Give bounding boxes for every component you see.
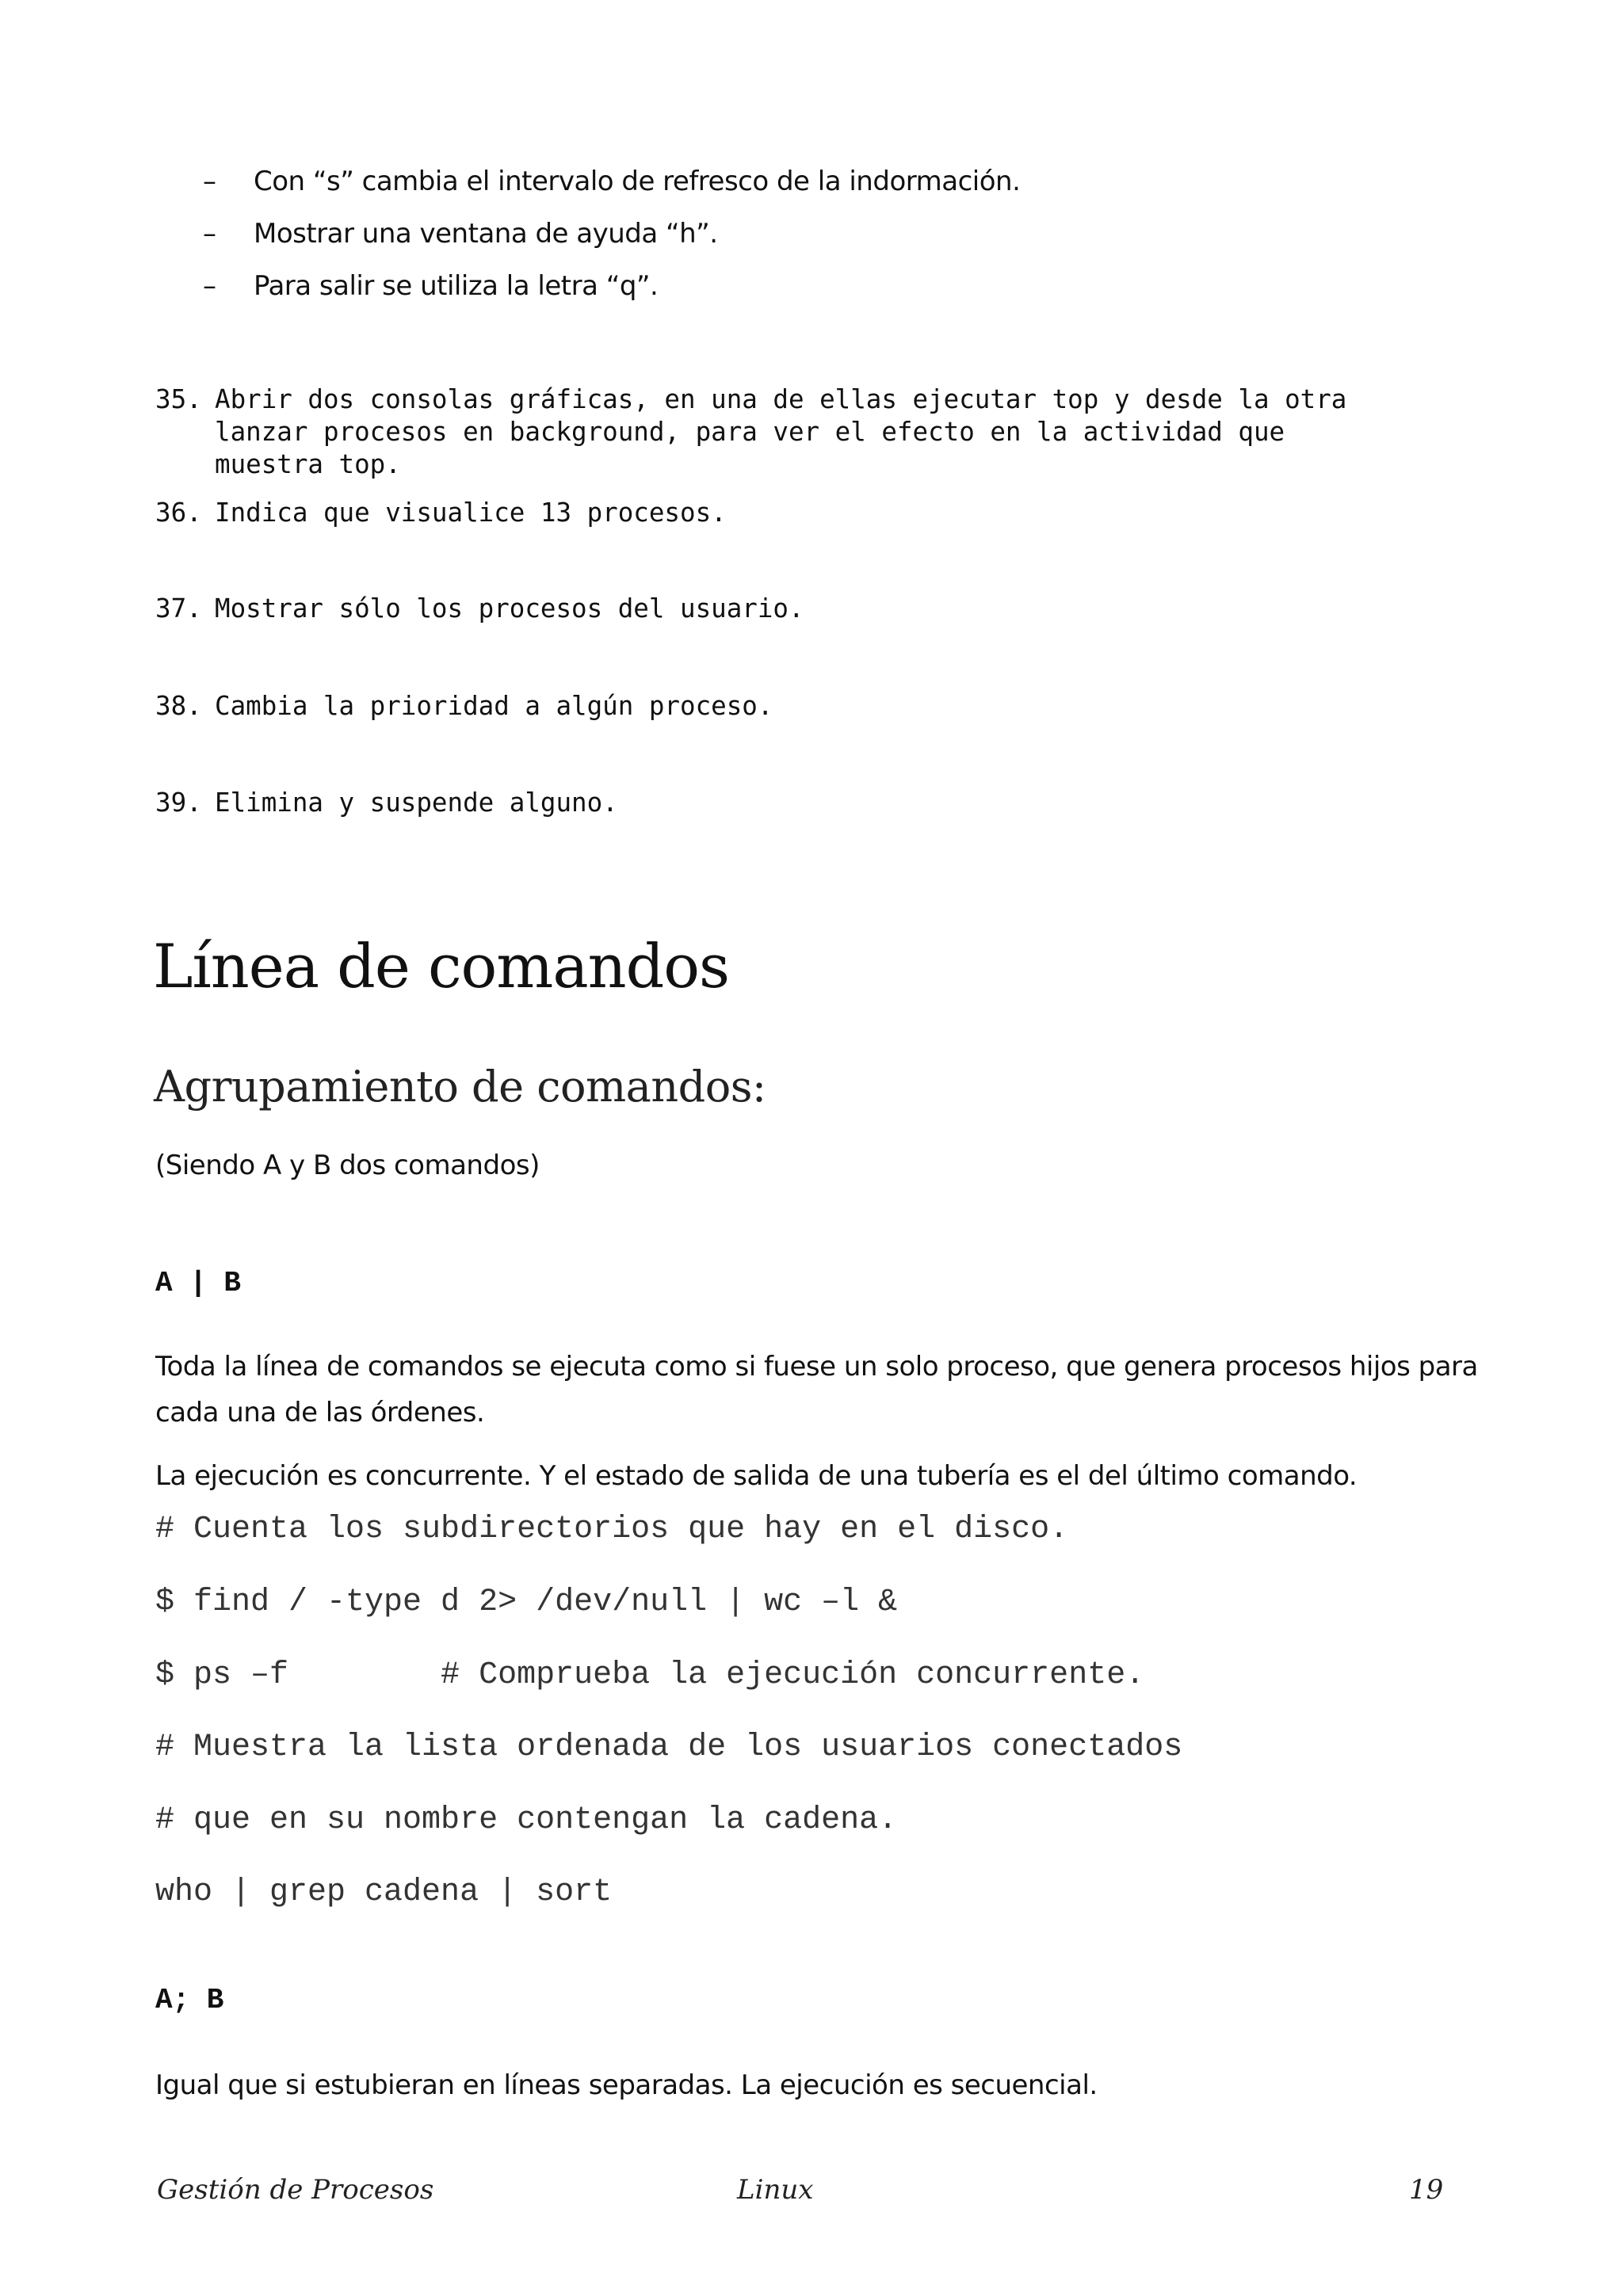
exercise-text: Elimina y suspende alguno.	[215, 788, 618, 818]
exercise-line: lanzar procesos en background, para ver el efecto en la actividad que	[215, 417, 1285, 447]
code-line: $ ps –f # Comprueba la ejecución concurrente.	[155, 1657, 1145, 1693]
dash-list	[203, 155, 1020, 312]
exercise-number: 37.	[155, 593, 202, 624]
code-line: $ find / -type d 2> /dev/null | wc –l &	[155, 1585, 898, 1620]
code-line: who | grep cadena | sort	[155, 1875, 613, 1910]
list-item	[203, 155, 1020, 208]
section-title: Línea de comandos	[153, 931, 730, 1001]
dash-bullet: –	[203, 270, 216, 302]
pipe-description-line: cada una de las órdenes.	[155, 1397, 485, 1428]
dash-bullet: –	[203, 218, 216, 250]
exercise-line: Abrir dos consolas gráficas, en una de ellas ejecutar top y desde la otra	[215, 384, 1347, 414]
page-number: 19	[1409, 2174, 1444, 2206]
subsection-title: Agrupamiento de comandos:	[154, 1062, 766, 1112]
exercise-number: 36.	[155, 498, 202, 528]
seq-description: Igual que si estubieran en líneas separadas. La ejecución es secuencial.	[155, 2069, 1098, 2101]
list-item-text: Mostrar una ventana de ayuda “h”.	[254, 218, 718, 250]
dash-bullet: –	[203, 166, 216, 197]
exercise-number: 39.	[155, 788, 202, 818]
code-line: # que en su nombre contengan la cadena.	[155, 1802, 898, 1838]
pipe-description	[155, 1344, 1503, 1436]
footer-title: Gestión de Procesos	[157, 2174, 434, 2206]
exercise-text: Cambia la prioridad a algún proceso.	[215, 691, 773, 721]
intro-note: (Siendo A y B dos comandos)	[155, 1150, 540, 1181]
exercise-number: 35.	[155, 384, 202, 414]
seq-syntax: A; B	[155, 1984, 224, 2016]
list-item	[203, 208, 1020, 260]
pipe-concurrency-note: La ejecución es concurrente. Y el estado de salida de una tubería es el del último comando.	[155, 1460, 1358, 1492]
list-item-text: Con “s” cambia el intervalo de refresco de la indormación.	[254, 166, 1021, 197]
list-item	[203, 260, 1020, 312]
pipe-syntax: A | B	[155, 1267, 242, 1299]
pipe-description-line: Toda la línea de comandos se ejecuta como si fuese un solo proceso, que genera procesos hijos para	[155, 1351, 1478, 1383]
code-line: # Cuenta los subdirectorios que hay en el disco.	[155, 1512, 1069, 1547]
exercise-text: Mostrar sólo los procesos del usuario.	[215, 593, 804, 624]
exercise-text	[215, 383, 1346, 481]
footer-center: Linux	[737, 2174, 814, 2206]
exercise-text: Indica que visualice 13 procesos.	[215, 498, 727, 528]
list-item-text: Para salir se utiliza la letra “q”.	[254, 270, 659, 302]
code-line: # Muestra la lista ordenada de los usuarios conectados	[155, 1730, 1183, 1765]
exercise-line: muestra top.	[215, 449, 401, 479]
exercise-number: 38.	[155, 691, 202, 721]
